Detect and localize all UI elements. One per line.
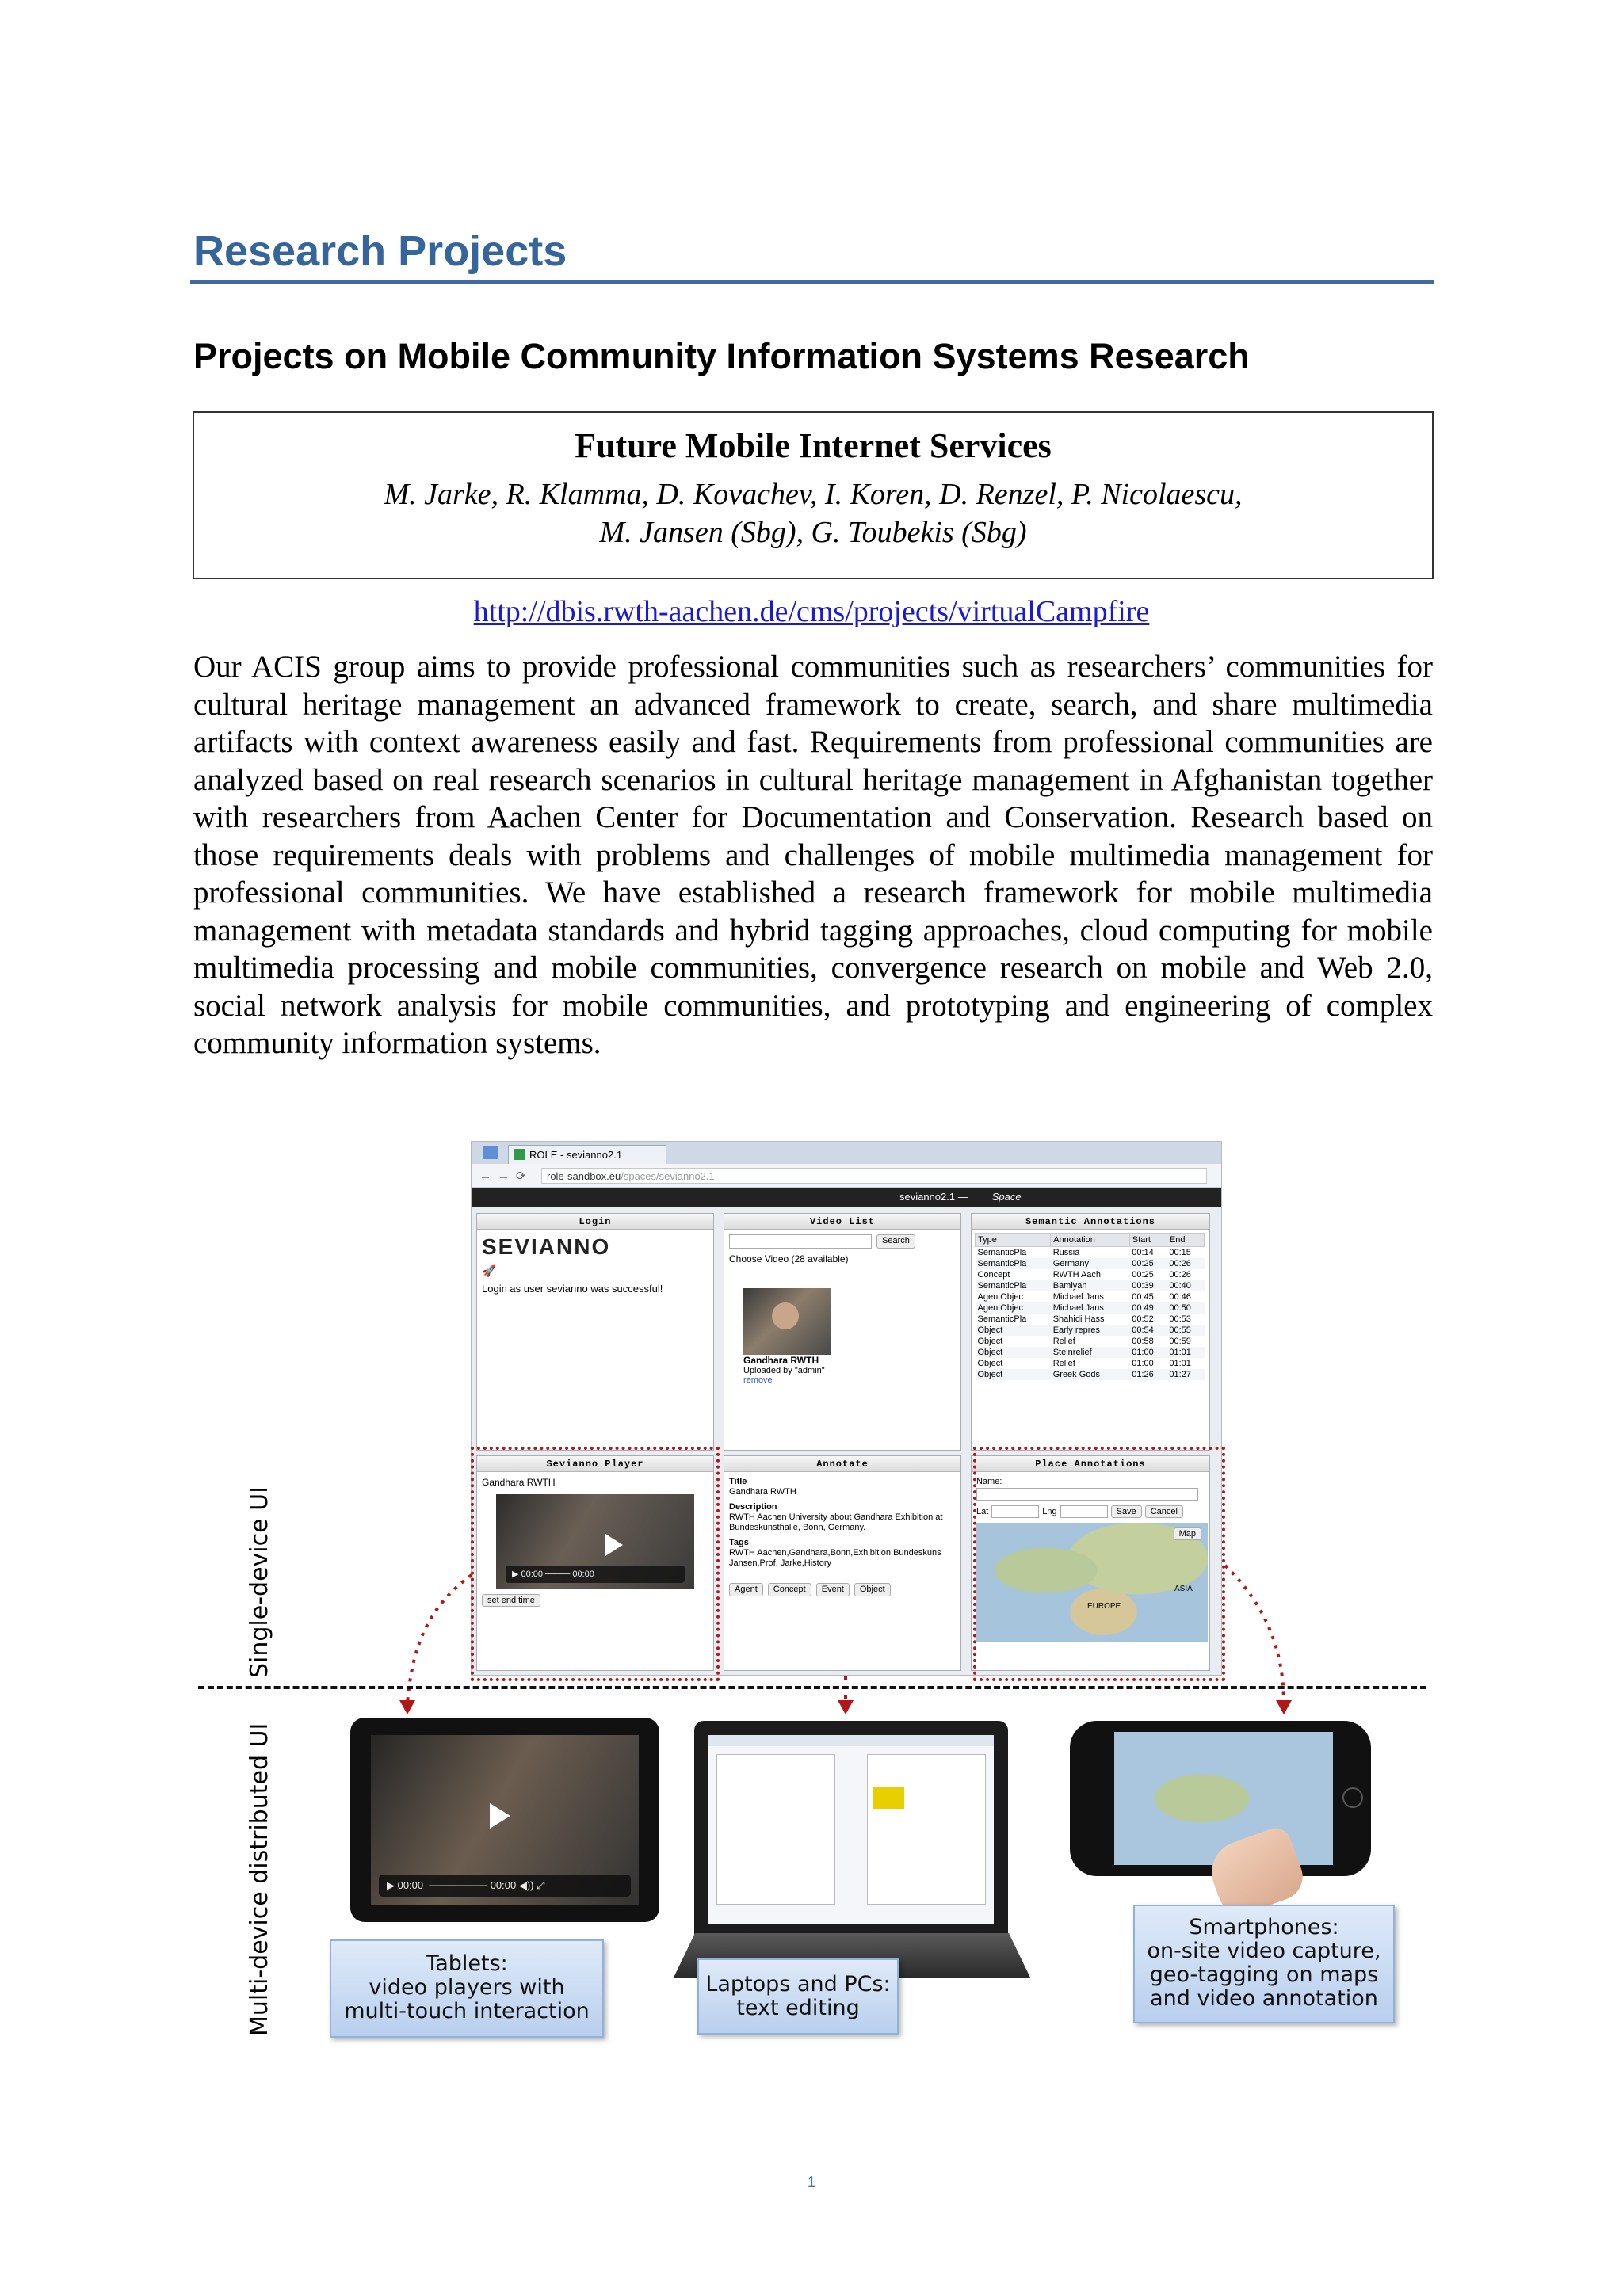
section-title: Research Projects (193, 227, 567, 275)
semantic-cell: 01:00 (1132, 1359, 1154, 1368)
rocket-icon: 🚀 (482, 1264, 496, 1277)
caption-phones (1133, 1905, 1395, 2023)
semantic-cell: 01:00 (1132, 1348, 1154, 1357)
player-time-a: 00:00 (521, 1569, 544, 1579)
body-paragraph: Our ACIS group aims to provide professional communities such as researchers’ communities for cultural heritage management an advanced framework to create, search, and share multimedia artifacts with context awareness easily and fast. Requirements from professional communities are analyzed based on real research scenarios in cultural heritage management in Afghanistan together with researchers from Aachen Center for Documentation and Conservation. Research based on those requirements deals with problems and challenges of mobile multimedia management for professional communities. We have established a research framework for mobile multimedia management with metadata standards and hybrid tagging approaches, cloud computing for mobile multimedia processing and mobile communities, convergence research on mobile and Web 2.0, social network analysis for mobile communities, and prototyping and engineering of complex community information systems. (193, 650, 1433, 1060)
semantic-widget-title: Semantic Annotations (972, 1214, 1209, 1230)
semantic-cell: Steinrelief (1052, 1348, 1092, 1357)
tablet-play-icon[interactable] (490, 1803, 510, 1829)
phone-screen[interactable] (1114, 1732, 1333, 1865)
url-path: /spaces/sevianno2.1 (621, 1170, 715, 1182)
place-widget-title: Place Annotations (972, 1456, 1209, 1472)
semantic-cell: Michael Jans (1052, 1303, 1104, 1313)
phone-home-button[interactable] (1342, 1787, 1363, 1808)
semantic-cell: 00:50 (1169, 1303, 1191, 1313)
figure (198, 1131, 1426, 2042)
video-uploader: Uploaded by "admin" (743, 1366, 825, 1375)
semantic-cell: 01:26 (1132, 1370, 1154, 1379)
tab-event[interactable]: Event (816, 1583, 850, 1596)
caption-tablets-3: multi-touch interaction (344, 1999, 590, 2023)
tab-concept[interactable]: Concept (768, 1583, 812, 1596)
remove-link[interactable]: remove (743, 1375, 773, 1385)
annotate-tags-label: Tags (729, 1538, 749, 1547)
arrow-tablet-head (399, 1700, 415, 1714)
login-widget-title: Login (477, 1214, 713, 1230)
place-name-label: Name: (976, 1477, 1002, 1486)
annotate-title-label: Title (729, 1477, 747, 1486)
semantic-cell: 00:59 (1169, 1337, 1191, 1346)
caption-tablets (330, 1939, 604, 2038)
semantic-cell: 00:14 (1132, 1248, 1154, 1257)
semantic-cell: RWTH Aach (1052, 1270, 1102, 1280)
player-video-name: Gandhara RWTH (482, 1477, 556, 1488)
project-authors (194, 475, 1432, 551)
login-message: Login as user sevianno was successful! (482, 1283, 663, 1295)
semantic-cell: Michael Jans (1052, 1292, 1104, 1302)
sevianno-logo: SEVIANNO (482, 1234, 611, 1259)
nav-arrows-icon[interactable]: ←→⟳ (479, 1169, 533, 1183)
semantic-cell: AgentObjec (977, 1292, 1023, 1302)
label-multi-device: Multi-device distributed UI (246, 1722, 273, 2036)
tablet-device (350, 1718, 659, 1922)
semantic-cell: Object (977, 1337, 1003, 1346)
lng-label: Lng (1042, 1507, 1057, 1516)
semantic-cell: Object (977, 1325, 1003, 1335)
semantic-cell: AgentObjec (977, 1303, 1023, 1313)
video-list-title: Video List (724, 1214, 960, 1230)
semantic-cell: Bamiyan (1052, 1281, 1087, 1291)
annotate-desc-value[interactable]: RWTH Aachen University about Gandhara Exhibition at Bundeskunsthalle, Bonn, Germany. (729, 1512, 943, 1532)
semantic-cell: SemanticPla (977, 1248, 1027, 1257)
semantic-cell: 00:15 (1169, 1248, 1191, 1257)
semantic-column-header[interactable]: Start (1129, 1234, 1167, 1247)
semantic-cell: 00:46 (1169, 1292, 1191, 1302)
semantic-cell: SemanticPla (977, 1314, 1027, 1324)
semantic-cell: 00:45 (1132, 1292, 1154, 1302)
semantic-column-header[interactable]: Annotation (1051, 1234, 1130, 1247)
laptop-device (694, 1721, 1008, 1936)
tab-object[interactable]: Object (854, 1583, 891, 1596)
place-save-button[interactable]: Save (1111, 1505, 1142, 1518)
url-host: role-sandbox.eu (547, 1170, 621, 1182)
semantic-cell: 00:49 (1132, 1303, 1154, 1313)
tablet-video-controls[interactable]: ▶ 00:00 ──────── 00:00 ◀)) ⤢ (379, 1875, 631, 1897)
video-item-title: Gandhara RWTH (743, 1355, 819, 1366)
semantic-cell: 00:55 (1169, 1325, 1191, 1335)
caption-laptops-2: text editing (736, 1996, 860, 2020)
semantic-cell: 00:52 (1132, 1314, 1154, 1324)
tablet-screen[interactable] (371, 1735, 639, 1905)
video-controls[interactable]: ▶ 00:00 ──── 00:00 (506, 1566, 685, 1583)
semantic-cell: Relief (1052, 1337, 1075, 1346)
semantic-cell: Concept (977, 1270, 1010, 1280)
video-search-button[interactable]: Search (876, 1234, 915, 1249)
semantic-cell: Object (977, 1348, 1003, 1357)
section-rule (190, 280, 1434, 284)
semantic-cell: 00:26 (1169, 1270, 1191, 1280)
semantic-cell: 00:26 (1169, 1259, 1191, 1268)
map-label-europe: EUROPE (1087, 1602, 1121, 1611)
semantic-cell: 01:27 (1169, 1370, 1191, 1379)
annotate-tags-value[interactable]: RWTH Aachen,Gandhara,Bonn,Exhibition,Bundeskuns Jansen,Prof. Jarke,History (729, 1548, 941, 1568)
semantic-cell: Russia (1052, 1248, 1080, 1257)
semantic-cell: 00:40 (1169, 1281, 1191, 1291)
arrow-laptop-head (838, 1700, 854, 1714)
choose-video-label: Choose Video (28 available) (729, 1253, 849, 1264)
map-label-asia: ASIA (1174, 1585, 1193, 1593)
semantic-cell: 00:54 (1132, 1325, 1154, 1335)
caption-phones-1: Smartphones: (1189, 1915, 1339, 1939)
project-link[interactable]: http://dbis.rwth-aachen.de/cms/projects/virtualCampfire (473, 595, 1150, 628)
semantic-cell: 00:58 (1132, 1337, 1154, 1346)
project-title: Future Mobile Internet Services (575, 426, 1052, 465)
semantic-cell: Object (977, 1370, 1003, 1379)
ui-separator (198, 1686, 1426, 1689)
arrow-phone (1225, 1566, 1284, 1703)
authors-line-2: M. Jansen (Sbg), G. Toubekis (Sbg) (599, 516, 1027, 549)
semantic-cell: 00:25 (1132, 1259, 1154, 1268)
semantic-cell: 01:01 (1169, 1348, 1191, 1357)
semantic-cell: 00:39 (1132, 1281, 1154, 1291)
annotate-widget-title: Annotate (724, 1456, 960, 1472)
semantic-column-header[interactable]: End (1167, 1234, 1204, 1247)
caption-phones-2: on-site video capture, (1147, 1939, 1381, 1963)
subsection-title: Projects on Mobile Community Information Systems Research (193, 336, 1250, 376)
tab-label: ROLE - sevianno2.1 (529, 1149, 623, 1161)
semantic-cell: Greek Gods (1052, 1370, 1101, 1379)
player-widget-title: Sevianno Player (477, 1456, 713, 1472)
semantic-cell: Shahidi Hass (1052, 1314, 1105, 1324)
set-end-time-button[interactable]: set end time (482, 1594, 540, 1607)
player-time-b: 00:00 (572, 1569, 594, 1579)
semantic-cell: SemanticPla (977, 1281, 1027, 1291)
semantic-cell: Early repres (1052, 1325, 1101, 1335)
arrow-tablet (407, 1575, 472, 1703)
caption-tablets-1: Tablets: (426, 1951, 508, 1976)
semantic-cell: 01:01 (1169, 1359, 1191, 1368)
space-label: Space (991, 1191, 1022, 1203)
caption-phones-3: geo-tagging on maps (1149, 1962, 1379, 1987)
annotate-desc-label: Description (729, 1502, 777, 1512)
page-number: 1 (807, 2174, 815, 2190)
semantic-cell: Germany (1052, 1259, 1089, 1268)
map-type-select[interactable]: Map (1174, 1527, 1201, 1540)
annotate-title-value[interactable]: Gandhara RWTH (729, 1487, 796, 1497)
project-header-box (193, 411, 1434, 579)
laptop-screen[interactable] (708, 1735, 994, 1924)
caption-tablets-2: video players with (369, 1975, 565, 2000)
tablet-time-a: 00:00 (397, 1879, 424, 1891)
semantic-cell: SemanticPla (977, 1259, 1027, 1268)
semantic-cell: Object (977, 1359, 1003, 1368)
authors-line-1: M. Jarke, R. Klamma, D. Kovachev, I. Koren, D. Renzel, P. Nicolaescu, (384, 478, 1243, 511)
label-single-device: Single-device UI (246, 1486, 273, 1678)
semantic-cell: Relief (1052, 1359, 1075, 1368)
caption-phones-4: and video annotation (1150, 1986, 1378, 2011)
space-name: sevianno2.1 — (899, 1191, 968, 1203)
semantic-cell: 00:25 (1132, 1270, 1154, 1280)
place-cancel-button[interactable]: Cancel (1145, 1505, 1183, 1518)
caption-laptops-1: Laptops and PCs: (705, 1972, 891, 1997)
semantic-cell: 00:53 (1169, 1314, 1191, 1324)
caption-laptops (697, 1958, 899, 2035)
arrow-phone-head (1276, 1700, 1292, 1714)
lat-label: Lat (976, 1507, 989, 1516)
tablet-time-b: 00:00 (490, 1879, 517, 1891)
tab-agent[interactable]: Agent (729, 1583, 763, 1596)
semantic-column-header[interactable]: Type (976, 1234, 1051, 1247)
